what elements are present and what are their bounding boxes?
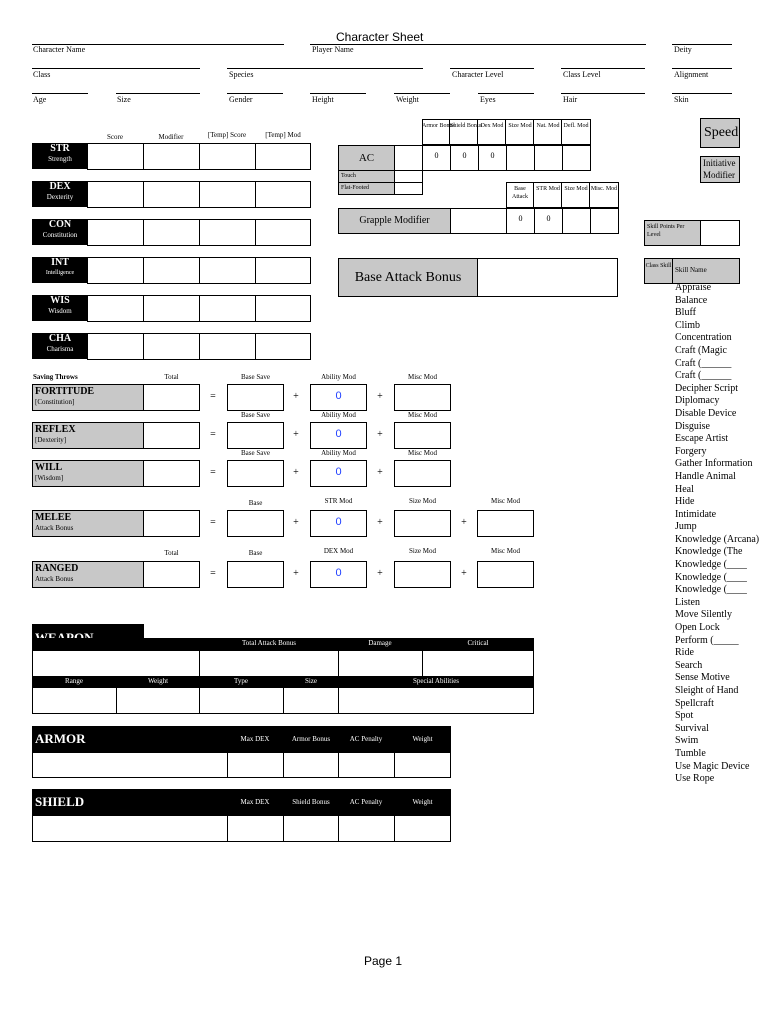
weapon-size-label: Size [304, 677, 318, 685]
skill-points-field[interactable] [700, 220, 740, 246]
grapple-size-field[interactable] [562, 208, 591, 234]
skill-item: Hide [675, 496, 695, 508]
alignment-line[interactable] [672, 68, 732, 69]
grapple-misc-field[interactable] [590, 208, 619, 234]
skill-points-label: Skill Points Per Level [644, 220, 701, 246]
ac-header-divider [449, 119, 450, 145]
save-misc-col-label: Misc Mod [408, 373, 437, 381]
fortitude-total-field[interactable] [143, 384, 200, 411]
skill-item: Knowledge (____ [675, 584, 747, 596]
plus-sign: + [293, 467, 299, 478]
ac-header-frame [422, 119, 591, 145]
skill-item: Escape Artist [675, 433, 729, 445]
plus-sign: + [377, 568, 383, 579]
reflex-ability-field[interactable]: 0 [310, 422, 367, 449]
melee-size-col-label: Size Mod [408, 497, 437, 505]
shield-weight-field[interactable] [394, 815, 451, 842]
ability-badge [32, 295, 88, 321]
melee-size-field[interactable] [394, 510, 451, 537]
fortitude-misc-field[interactable] [394, 384, 451, 411]
age-label: Age [33, 95, 47, 104]
weapon-special-label: Special Abilities [412, 677, 460, 685]
skill-item: Knowledge (The [675, 546, 743, 558]
skill-item: Spot [675, 710, 694, 722]
str-temp-mod-field[interactable] [255, 143, 311, 170]
ranged-size-col-label: Size Mod [408, 547, 437, 555]
grapple-str-col-label: STR Mod [536, 186, 560, 192]
fortitude-ability-field[interactable]: 0 [310, 384, 367, 411]
skill-item: Spellcraft [675, 697, 714, 709]
weapon-weight-label: Weight [147, 677, 169, 685]
weight-label: Weight [396, 95, 419, 104]
ac-nat-col-label: Nat. Mod [536, 123, 560, 129]
ability-abbr: CON [48, 219, 72, 230]
grapple-str-field[interactable]: 0 [534, 208, 563, 234]
ac-header-divider [561, 119, 562, 145]
skill-item: Tumble [675, 747, 706, 759]
save-misc-col-label: Misc Mod [408, 411, 437, 419]
ranged-dex-col-label: DEX Mod [323, 547, 354, 555]
ability-name: Dexterity [46, 193, 74, 201]
shield-title: SHIELD [35, 794, 85, 809]
skin-label: Skin [674, 95, 689, 104]
skill-item: Knowledge (Arcana) [675, 533, 760, 545]
ac-defl-field[interactable] [562, 145, 591, 171]
melee-base-field[interactable] [227, 510, 284, 537]
save-name-cell [32, 422, 144, 449]
page-number: Page 1 [364, 954, 403, 968]
cha-modifier-field[interactable] [143, 333, 200, 360]
fortitude-base-field[interactable] [227, 384, 284, 411]
save-ability-col-label: Ability Mod [321, 449, 356, 457]
save-name: WILL [35, 462, 63, 473]
flat-footed-field[interactable] [394, 182, 423, 195]
ac-shield-field[interactable]: 0 [450, 145, 479, 171]
ac-size-field[interactable] [506, 145, 535, 171]
equals-sign: = [210, 568, 216, 579]
weapon-critical-label: Critical [467, 639, 489, 647]
skill-item: Diplomacy [675, 395, 720, 407]
ranged-total-col-label: Total [164, 549, 179, 557]
melee-misc-field[interactable] [477, 510, 534, 537]
speed-label: Speed [700, 118, 740, 148]
armor-max-dex-label: Max DEX [240, 735, 270, 743]
weapon-attack-field[interactable] [199, 650, 339, 677]
skill-item: Jump [675, 521, 697, 533]
weapon-total-attack-label: Total Attack Bonus [242, 639, 296, 647]
grapple-size-col-label: Size Mod [564, 186, 588, 192]
skill-list [675, 282, 760, 786]
ability-name: Wisdom [48, 307, 72, 315]
class-level-label: Class Level [563, 70, 601, 79]
ranged-misc-col-label: Misc Mod [491, 547, 520, 555]
ac-size-col-label: Size Mod [508, 123, 532, 129]
melee-str-col-label: STR Mod [324, 497, 353, 505]
cha-temp-mod-field[interactable] [255, 333, 311, 360]
melee-misc-col-label: Misc Mod [491, 497, 520, 505]
save-ability-col-label: Ability Mod [321, 411, 356, 419]
ac-nat-field[interactable] [534, 145, 563, 171]
shield-weight-label: Weight [412, 798, 433, 806]
temp-mod-col-label: [Temp] Mod [265, 131, 301, 139]
will-total-field[interactable] [143, 460, 200, 487]
hair-line[interactable] [561, 93, 645, 94]
modifier-col-label: Modifier [158, 133, 184, 141]
save-name: REFLEX [35, 424, 76, 435]
skill-item: Gather Information [675, 458, 753, 470]
skill-item: Craft (______ [675, 370, 732, 382]
saving-throws-header: Saving Throws [33, 373, 78, 381]
melee-base-col-label: Base [248, 499, 263, 507]
skill-item: Search [675, 659, 703, 671]
save-ability-name: [Constitution] [35, 398, 75, 406]
int-temp-score-field[interactable] [199, 257, 256, 284]
ranged-misc-field[interactable] [477, 561, 534, 588]
save-misc-col-label: Misc Mod [408, 449, 437, 457]
initiative-label-line1: Initiative [703, 158, 736, 168]
weapon-range-field[interactable] [32, 687, 117, 714]
save-ability-col-label: Ability Mod [321, 373, 356, 381]
con-score-field[interactable] [87, 219, 144, 246]
class-line[interactable] [32, 68, 200, 69]
dex-temp-mod-field[interactable] [255, 181, 311, 208]
str-score-field[interactable] [87, 143, 144, 170]
class-skill-header: Class Skill [644, 258, 673, 284]
skill-item: Move Silently [675, 609, 732, 621]
shield-name-field[interactable] [32, 815, 228, 842]
save-base-col-label: Base Save [241, 411, 270, 419]
ability-badge [32, 181, 88, 207]
will-ability-field[interactable]: 0 [310, 460, 367, 487]
skill-item: Heal [675, 483, 694, 495]
touch-label: Touch [338, 170, 395, 183]
skill-item: Knowledge (____ [675, 559, 747, 571]
ac-shield-col-label: Shield Bonus [450, 123, 483, 129]
weapon-damage-label: Damage [368, 639, 392, 647]
int-modifier-field[interactable] [143, 257, 200, 284]
int-temp-mod-field[interactable] [255, 257, 311, 284]
reflex-total-field[interactable] [143, 422, 200, 449]
skill-item: Forgery [675, 445, 707, 457]
weapon-size-field[interactable] [283, 687, 339, 714]
save-name: FORTITUDE [35, 386, 95, 397]
bab-label: Base Attack Bonus [338, 258, 478, 297]
skill-item: Intimidate [675, 508, 717, 520]
save-total-col-label: Total [164, 373, 179, 381]
save-base-col-label: Base Save [241, 449, 270, 457]
skill-item: Concentration [675, 332, 732, 344]
plus-sign: + [461, 568, 467, 579]
ac-header-divider [533, 119, 534, 145]
weapon-type-label: Type [234, 677, 248, 685]
skin-line[interactable] [672, 93, 732, 94]
ac-armor-field[interactable]: 0 [422, 145, 451, 171]
skill-item: Balance [675, 294, 708, 306]
skill-item: Ride [675, 647, 694, 659]
armor-penalty-label: AC Penalty [349, 735, 383, 743]
species-label: Species [229, 70, 254, 79]
species-line[interactable] [227, 68, 423, 69]
ability-abbr: INT [51, 257, 69, 268]
equals-sign: = [210, 467, 216, 478]
eyes-label: Eyes [480, 95, 496, 104]
skill-item: Appraise [675, 282, 712, 293]
skill-item: Use Rope [675, 773, 715, 785]
ability-badge [32, 257, 88, 283]
bab-field[interactable] [477, 258, 618, 297]
save-name-cell [32, 384, 144, 411]
grapple-base-field[interactable]: 0 [506, 208, 535, 234]
flat-footed-label: Flat-Footed [338, 182, 395, 195]
size-line[interactable] [116, 93, 200, 94]
ranged-total-field[interactable] [143, 561, 200, 588]
ac-defl-col-label: Defl. Mod [563, 123, 589, 129]
shield-max-dex-field[interactable] [227, 815, 284, 842]
reflex-misc-field[interactable] [394, 422, 451, 449]
ability-badge [32, 219, 88, 245]
class-label: Class [33, 70, 51, 79]
character-level-line[interactable] [450, 68, 534, 69]
grapple-label: Grapple Modifier [338, 208, 451, 234]
shield-bonus-label: Shield Bonus [292, 798, 330, 806]
sheet-title: Character Sheet [336, 30, 424, 44]
gender-label: Gender [229, 95, 253, 104]
cha-score-field[interactable] [87, 333, 144, 360]
ability-abbr: WIS [50, 295, 70, 306]
character-name-label: Character Name [33, 45, 86, 54]
skill-item: Sleight of Hand [675, 685, 739, 696]
dex-score-field[interactable] [87, 181, 144, 208]
deity-label: Deity [674, 45, 692, 54]
attack-name: MELEE [35, 512, 72, 523]
eyes-line[interactable] [478, 93, 534, 94]
armor-name-field[interactable] [32, 752, 228, 778]
shield-penalty-field[interactable] [338, 815, 395, 842]
weapon-damage-field[interactable] [338, 650, 423, 677]
melee-str-field[interactable]: 0 [310, 510, 367, 537]
skill-item: Sense Motive [675, 672, 730, 684]
ac-total-field[interactable] [394, 145, 423, 171]
plus-sign: + [377, 517, 383, 528]
attack-name-cell [32, 561, 144, 588]
score-col-label: Score [107, 133, 123, 141]
ability-badge [32, 143, 88, 169]
con-temp-score-field[interactable] [199, 219, 256, 246]
initiative-label-line2: Modifier [703, 170, 735, 180]
save-ability-name: [Dexterity] [35, 436, 67, 444]
gender-line[interactable] [227, 93, 283, 94]
armor-bonus-field[interactable] [283, 752, 339, 778]
plus-sign: + [377, 429, 383, 440]
attack-name: RANGED [35, 563, 79, 574]
plus-sign: + [377, 467, 383, 478]
shield-bonus-field[interactable] [283, 815, 339, 842]
str-temp-score-field[interactable] [199, 143, 256, 170]
skill-item: Climb [675, 319, 701, 331]
plus-sign: + [293, 391, 299, 402]
grapple-misc-col-label: Misc. Mod [590, 186, 618, 192]
character-level-label: Character Level [452, 70, 504, 79]
armor-penalty-field[interactable] [338, 752, 395, 778]
height-label: Height [312, 95, 334, 104]
skill-item: Craft (Magic [675, 344, 727, 356]
str-modifier-field[interactable] [143, 143, 200, 170]
cha-temp-score-field[interactable] [199, 333, 256, 360]
dex-temp-score-field[interactable] [199, 181, 256, 208]
skill-item: Swim [675, 735, 699, 747]
wis-score-field[interactable] [87, 295, 144, 322]
plus-sign: + [377, 391, 383, 402]
ability-abbr: DEX [49, 181, 71, 192]
height-line[interactable] [310, 93, 366, 94]
melee-total-field[interactable] [143, 510, 200, 537]
ac-dex-col-label: Dex Mod [480, 123, 504, 129]
skill-item: Disguise [675, 420, 710, 432]
grapple-base-col-label: Base Attack [512, 186, 528, 200]
shield-max-dex-label: Max DEX [240, 798, 270, 806]
ranged-size-field[interactable] [394, 561, 451, 588]
con-modifier-field[interactable] [143, 219, 200, 246]
equals-sign: = [210, 391, 216, 402]
ability-abbr: CHA [48, 333, 72, 344]
attack-sub: Attack Bonus [35, 524, 74, 532]
will-base-field[interactable] [227, 460, 284, 487]
armor-title: ARMOR [35, 731, 86, 746]
weapon-critical-field[interactable] [422, 650, 534, 677]
title-underline [310, 44, 646, 45]
skill-name-header: Skill Name [672, 258, 740, 284]
armor-max-dex-field[interactable] [227, 752, 284, 778]
int-score-field[interactable] [87, 257, 144, 284]
ac-label: AC [338, 145, 395, 171]
save-base-col-label: Base Save [241, 373, 270, 381]
con-temp-mod-field[interactable] [255, 219, 311, 246]
player-name-label: Player Name [312, 45, 354, 54]
ability-abbr: STR [50, 143, 70, 154]
temp-score-col-label: [Temp] Score [207, 131, 247, 139]
initiative-label [700, 156, 740, 183]
plus-sign: + [461, 517, 467, 528]
ranged-dex-field[interactable]: 0 [310, 561, 367, 588]
skill-item: Survival [675, 722, 709, 734]
armor-weight-label: Weight [412, 735, 433, 743]
save-ability-name: [Wisdom] [35, 474, 64, 482]
weapon-weight-field[interactable] [116, 687, 200, 714]
weapon-type-field[interactable] [199, 687, 284, 714]
ability-name: Strength [48, 155, 72, 163]
armor-weight-field[interactable] [394, 752, 451, 778]
weapon-name-field[interactable] [32, 650, 200, 677]
skill-item: Perform (_____ [675, 634, 739, 646]
skill-item: Bluff [675, 307, 696, 319]
skill-item: Decipher Script [675, 382, 739, 394]
ac-header-divider [505, 119, 506, 145]
skill-item: Use Magic Device [675, 760, 750, 772]
size-label: Size [117, 95, 131, 104]
armor-bonus-label: Armor Bonus [291, 735, 331, 743]
weapon-range-label: Range [65, 677, 83, 685]
skill-item: Open Lock [675, 622, 720, 634]
ability-badge [32, 333, 88, 359]
ac-header-divider [477, 119, 478, 145]
ranged-base-field[interactable] [227, 561, 284, 588]
wis-temp-mod-field[interactable] [255, 295, 311, 322]
class-level-line[interactable] [561, 68, 645, 69]
equals-sign: = [210, 517, 216, 528]
plus-sign: + [293, 429, 299, 440]
ability-name: Intelligence [45, 270, 75, 276]
wis-temp-score-field[interactable] [199, 295, 256, 322]
plus-sign: + [293, 568, 299, 579]
reflex-base-field[interactable] [227, 422, 284, 449]
skill-item: Knowledge (____ [675, 571, 747, 583]
will-misc-field[interactable] [394, 460, 451, 487]
skill-item: Handle Animal [675, 470, 736, 482]
wis-modifier-field[interactable] [143, 295, 200, 322]
skill-item: Disable Device [675, 407, 737, 419]
attack-name-cell [32, 510, 144, 537]
hair-label: Hair [563, 95, 578, 104]
ability-name: Charisma [46, 345, 74, 353]
ability-name: Constitution [42, 231, 78, 239]
weapon-special-field[interactable] [338, 687, 534, 714]
plus-sign: + [293, 517, 299, 528]
skill-item: Craft (______ [675, 357, 732, 369]
save-name-cell [32, 460, 144, 487]
weight-line[interactable] [394, 93, 450, 94]
ac-dex-field[interactable]: 0 [478, 145, 507, 171]
ranged-base-col-label: Base [248, 549, 263, 557]
grapple-total-field[interactable] [450, 208, 507, 234]
ac-armor-col-label: Armor Bonus [422, 123, 455, 129]
dex-modifier-field[interactable] [143, 181, 200, 208]
age-line[interactable] [32, 93, 88, 94]
attack-sub: Attack Bonus [35, 575, 74, 583]
equals-sign: = [210, 429, 216, 440]
skill-item: Listen [675, 596, 700, 608]
shield-penalty-label: AC Penalty [349, 798, 383, 806]
alignment-label: Alignment [674, 70, 709, 79]
